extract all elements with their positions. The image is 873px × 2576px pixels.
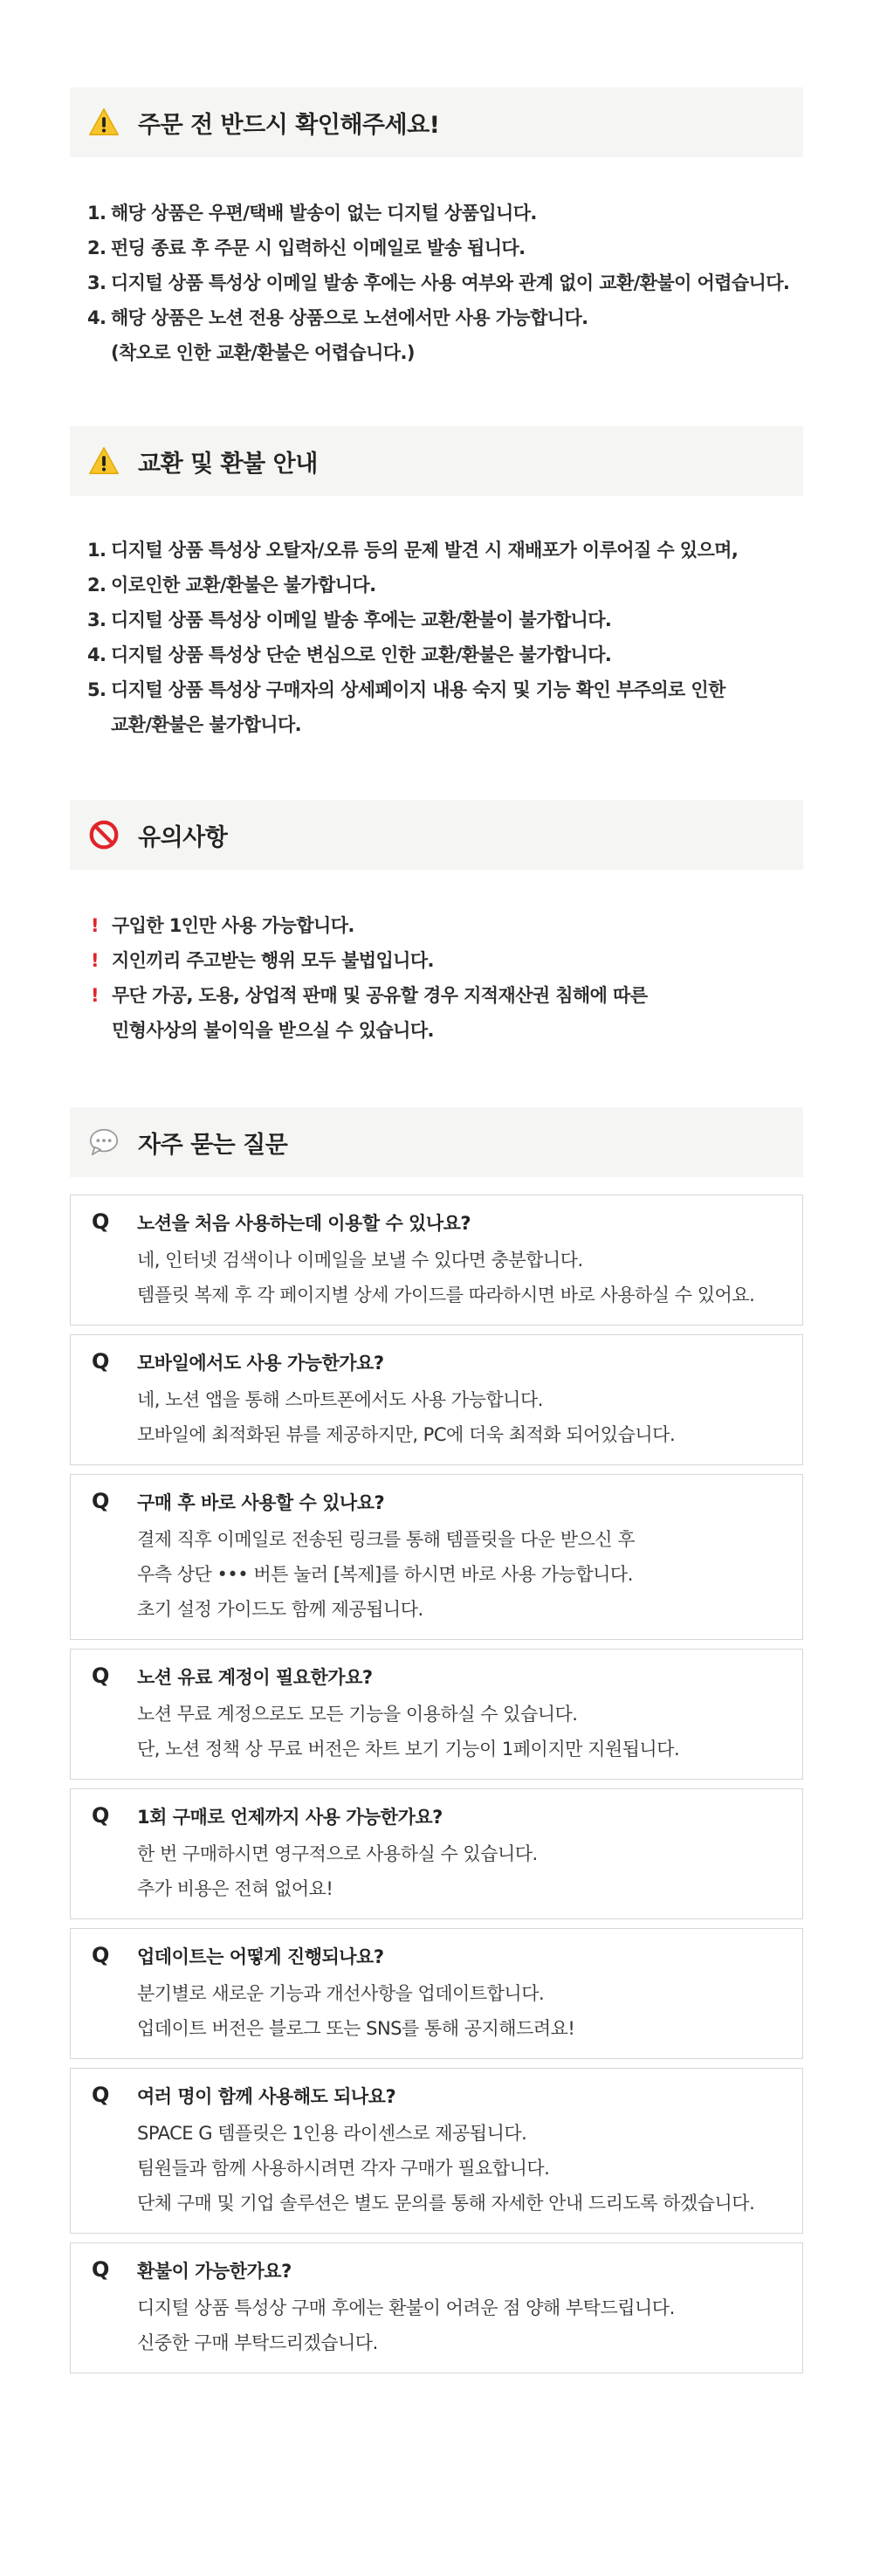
faq-answer-line: 팀원들과 함께 사용하시려면 각자 구매가 필요합니다.	[137, 2158, 550, 2179]
list-item-text: 디지털 상품 특성상 구매자의 상세페이지 내용 숙지 및 기능 확인 부주의로 인한	[111, 679, 725, 700]
list-item-number: 2.	[87, 238, 107, 258]
caution-title: 유의사항	[138, 823, 228, 851]
faq-item	[70, 1788, 803, 1919]
faq-answer-line: 한 번 구매하시면 영구적으로 사용하실 수 있습니다.	[137, 1843, 538, 1864]
caution-item-text: 구입한 1인만 사용 가능합니다.	[112, 915, 354, 936]
list-item	[87, 568, 738, 603]
faq-question: 구매 후 바로 사용할 수 있나요?	[137, 1492, 385, 1513]
warning-icon	[87, 444, 120, 478]
list-item	[87, 603, 738, 637]
faq-item	[70, 2068, 803, 2234]
faq-question: 모바일에서도 사용 가능한가요?	[137, 1353, 384, 1374]
faq-answer	[137, 1522, 785, 1627]
faq-answer-line: 네, 인터넷 검색이나 이메일을 보낼 수 있다면 충분합니다.	[137, 1250, 583, 1271]
faq-answer-line: 업데이트 버전은 블로그 또는 SNS를 통해 공지해드려요!	[137, 2018, 575, 2039]
refund-title: 교환 및 환불 안내	[138, 450, 318, 478]
exclamation-mark-icon: !	[91, 915, 99, 936]
faq-q-label: Q	[92, 1803, 110, 1828]
caution-item	[91, 943, 647, 978]
list-item	[87, 533, 738, 568]
faq-item	[70, 2242, 803, 2373]
faq-item	[70, 1928, 803, 2059]
faq-question: 여러 명이 함께 사용해도 되나요?	[137, 2086, 396, 2107]
list-item-text: 디지털 상품 특성상 단순 변심으로 인한 교환/환불은 불가합니다.	[111, 644, 612, 665]
warning-icon	[87, 106, 120, 139]
list-item-number: 3.	[87, 272, 107, 293]
faq-q-label: Q	[92, 1489, 110, 1513]
faq-answer	[137, 1382, 785, 1452]
faq-item	[70, 1195, 803, 1326]
faq-answer-line: 신중한 구매 부탁드리겠습니다.	[137, 2332, 378, 2353]
caution-item-text: 무단 가공, 도용, 상업적 판매 및 공유할 경우 지적재산권 침해에 따른	[112, 985, 648, 1006]
list-item-text: 디지털 상품 특성상 오탈자/오류 등의 문제 발견 시 재배포가 이루어질 수 있으며,	[111, 540, 739, 561]
list-item-text: 해당 상품은 우편/택배 발송이 없는 디지털 상품입니다.	[111, 203, 537, 224]
faq-answer-line: 우측 상단 ••• 버튼 눌러 [복제]를 하시면 바로 사용 가능합니다.	[137, 1564, 633, 1585]
faq-answer-line: SPACE G 템플릿은 1인용 라이센스로 제공됩니다.	[137, 2123, 527, 2144]
faq-question: 노션 유료 계정이 필요한가요?	[137, 1667, 373, 1688]
faq-answer-line: 템플릿 복제 후 각 페이지별 상세 가이드를 따라하시면 바로 사용하실 수 있어요.	[137, 1285, 755, 1305]
faq-answer-line: 모바일에 최적화된 뷰를 제공하지만, PC에 더욱 최적화 되어있습니다.	[137, 1424, 676, 1445]
list-item-number: 1.	[87, 540, 107, 561]
faq-header	[70, 1107, 803, 1177]
prohibited-icon	[87, 818, 120, 851]
faq-answer	[137, 1976, 785, 2046]
list-item-number: 5.	[87, 679, 107, 700]
faq-answer-line: 네, 노션 앱을 통해 스마트폰에서도 사용 가능합니다.	[137, 1389, 543, 1410]
list-item	[87, 300, 789, 370]
list-item	[87, 196, 789, 231]
faq-question: 노션을 처음 사용하는데 이용할 수 있나요?	[137, 1213, 471, 1234]
list-item-number: 3.	[87, 610, 107, 630]
faq-question: 업데이트는 어떻게 진행되나요?	[137, 1946, 384, 1967]
notice-title: 주문 전 반드시 확인해주세요!	[138, 111, 440, 139]
list-item-continuation: 교환/환불은 불가합니다.	[111, 714, 302, 735]
faq-answer-line: 초기 설정 가이드도 함께 제공됩니다.	[137, 1599, 423, 1620]
faq-answer-line: 노션 무료 계정으로도 모든 기능을 이용하실 수 있습니다.	[137, 1704, 578, 1725]
faq-q-label: Q	[92, 2083, 110, 2107]
list-item-text: 펀딩 종료 후 주문 시 입력하신 이메일로 발송 됩니다.	[111, 238, 526, 258]
exclamation-mark-icon: !	[91, 985, 99, 1006]
faq-item	[70, 1474, 803, 1640]
faq-question: 환불이 가능한가요?	[137, 2261, 292, 2282]
refund-header	[70, 426, 803, 496]
faq-answer-line: 추가 비용은 전혀 없어요!	[137, 1878, 333, 1899]
faq-q-label: Q	[92, 1943, 110, 1967]
faq-q-label: Q	[92, 1663, 110, 1688]
list-item	[87, 231, 789, 265]
caution-list	[91, 908, 647, 1048]
caution-item	[91, 978, 647, 1048]
faq-answer	[137, 1697, 785, 1767]
notice-header	[70, 87, 803, 157]
list-item-number: 4.	[87, 307, 107, 328]
faq-list	[70, 1195, 803, 2382]
faq-q-label: Q	[92, 1349, 110, 1374]
list-item-text: 해당 상품은 노션 전용 상품으로 노션에서만 사용 가능합니다.	[111, 307, 588, 328]
faq-answer-line: 단체 구매 및 기업 솔루션은 별도 문의를 통해 자세한 안내 드리도록 하겠습니다.	[137, 2193, 755, 2214]
caution-header	[70, 800, 803, 870]
faq-answer	[137, 2290, 785, 2360]
faq-question: 1회 구매로 언제까지 사용 가능한가요?	[137, 1807, 443, 1828]
faq-answer-line: 결제 직후 이메일로 전송된 링크를 통해 템플릿을 다운 받으신 후	[137, 1529, 636, 1550]
caution-item-text: 지인끼리 주고받는 행위 모두 불법입니다.	[112, 950, 434, 971]
faq-answer-line: 디지털 상품 특성상 구매 후에는 환불이 어려운 점 양해 부탁드립니다.	[137, 2297, 675, 2318]
exclamation-mark-icon: !	[91, 950, 99, 971]
faq-title: 자주 묻는 질문	[138, 1131, 288, 1159]
caution-item	[91, 908, 647, 943]
faq-answer-line: 단, 노션 정책 상 무료 버전은 차트 보기 기능이 1페이지만 지원됩니다.	[137, 1739, 680, 1760]
list-item-continuation: (착오로 인한 교환/환불은 어렵습니다.)	[111, 342, 415, 363]
faq-answer	[137, 1243, 785, 1312]
list-item-number: 1.	[87, 203, 107, 224]
list-item	[87, 672, 738, 742]
list-item-number: 2.	[87, 575, 107, 596]
faq-item	[70, 1334, 803, 1465]
speech-bubble-icon	[87, 1126, 120, 1159]
list-item-text: 디지털 상품 특성상 이메일 발송 후에는 교환/환불이 불가합니다.	[111, 610, 612, 630]
faq-answer	[137, 2116, 785, 2221]
list-item	[87, 637, 738, 672]
list-item-text: 이로인한 교환/환불은 불가합니다.	[111, 575, 376, 596]
faq-answer-line: 분기별로 새로운 기능과 개선사항을 업데이트합니다.	[137, 1983, 545, 2004]
list-item	[87, 265, 789, 300]
faq-answer	[137, 1836, 785, 1906]
list-item-text: 디지털 상품 특성상 이메일 발송 후에는 사용 여부와 관계 없이 교환/환불이 어렵습니다.	[111, 272, 790, 293]
caution-item-continuation: 민형사상의 불이익을 받으실 수 있습니다.	[112, 1020, 434, 1041]
notice-list	[87, 196, 789, 370]
faq-q-label: Q	[92, 1209, 110, 1234]
faq-q-label: Q	[92, 2257, 110, 2282]
faq-item	[70, 1649, 803, 1780]
list-item-number: 4.	[87, 644, 107, 665]
refund-list	[87, 533, 738, 742]
